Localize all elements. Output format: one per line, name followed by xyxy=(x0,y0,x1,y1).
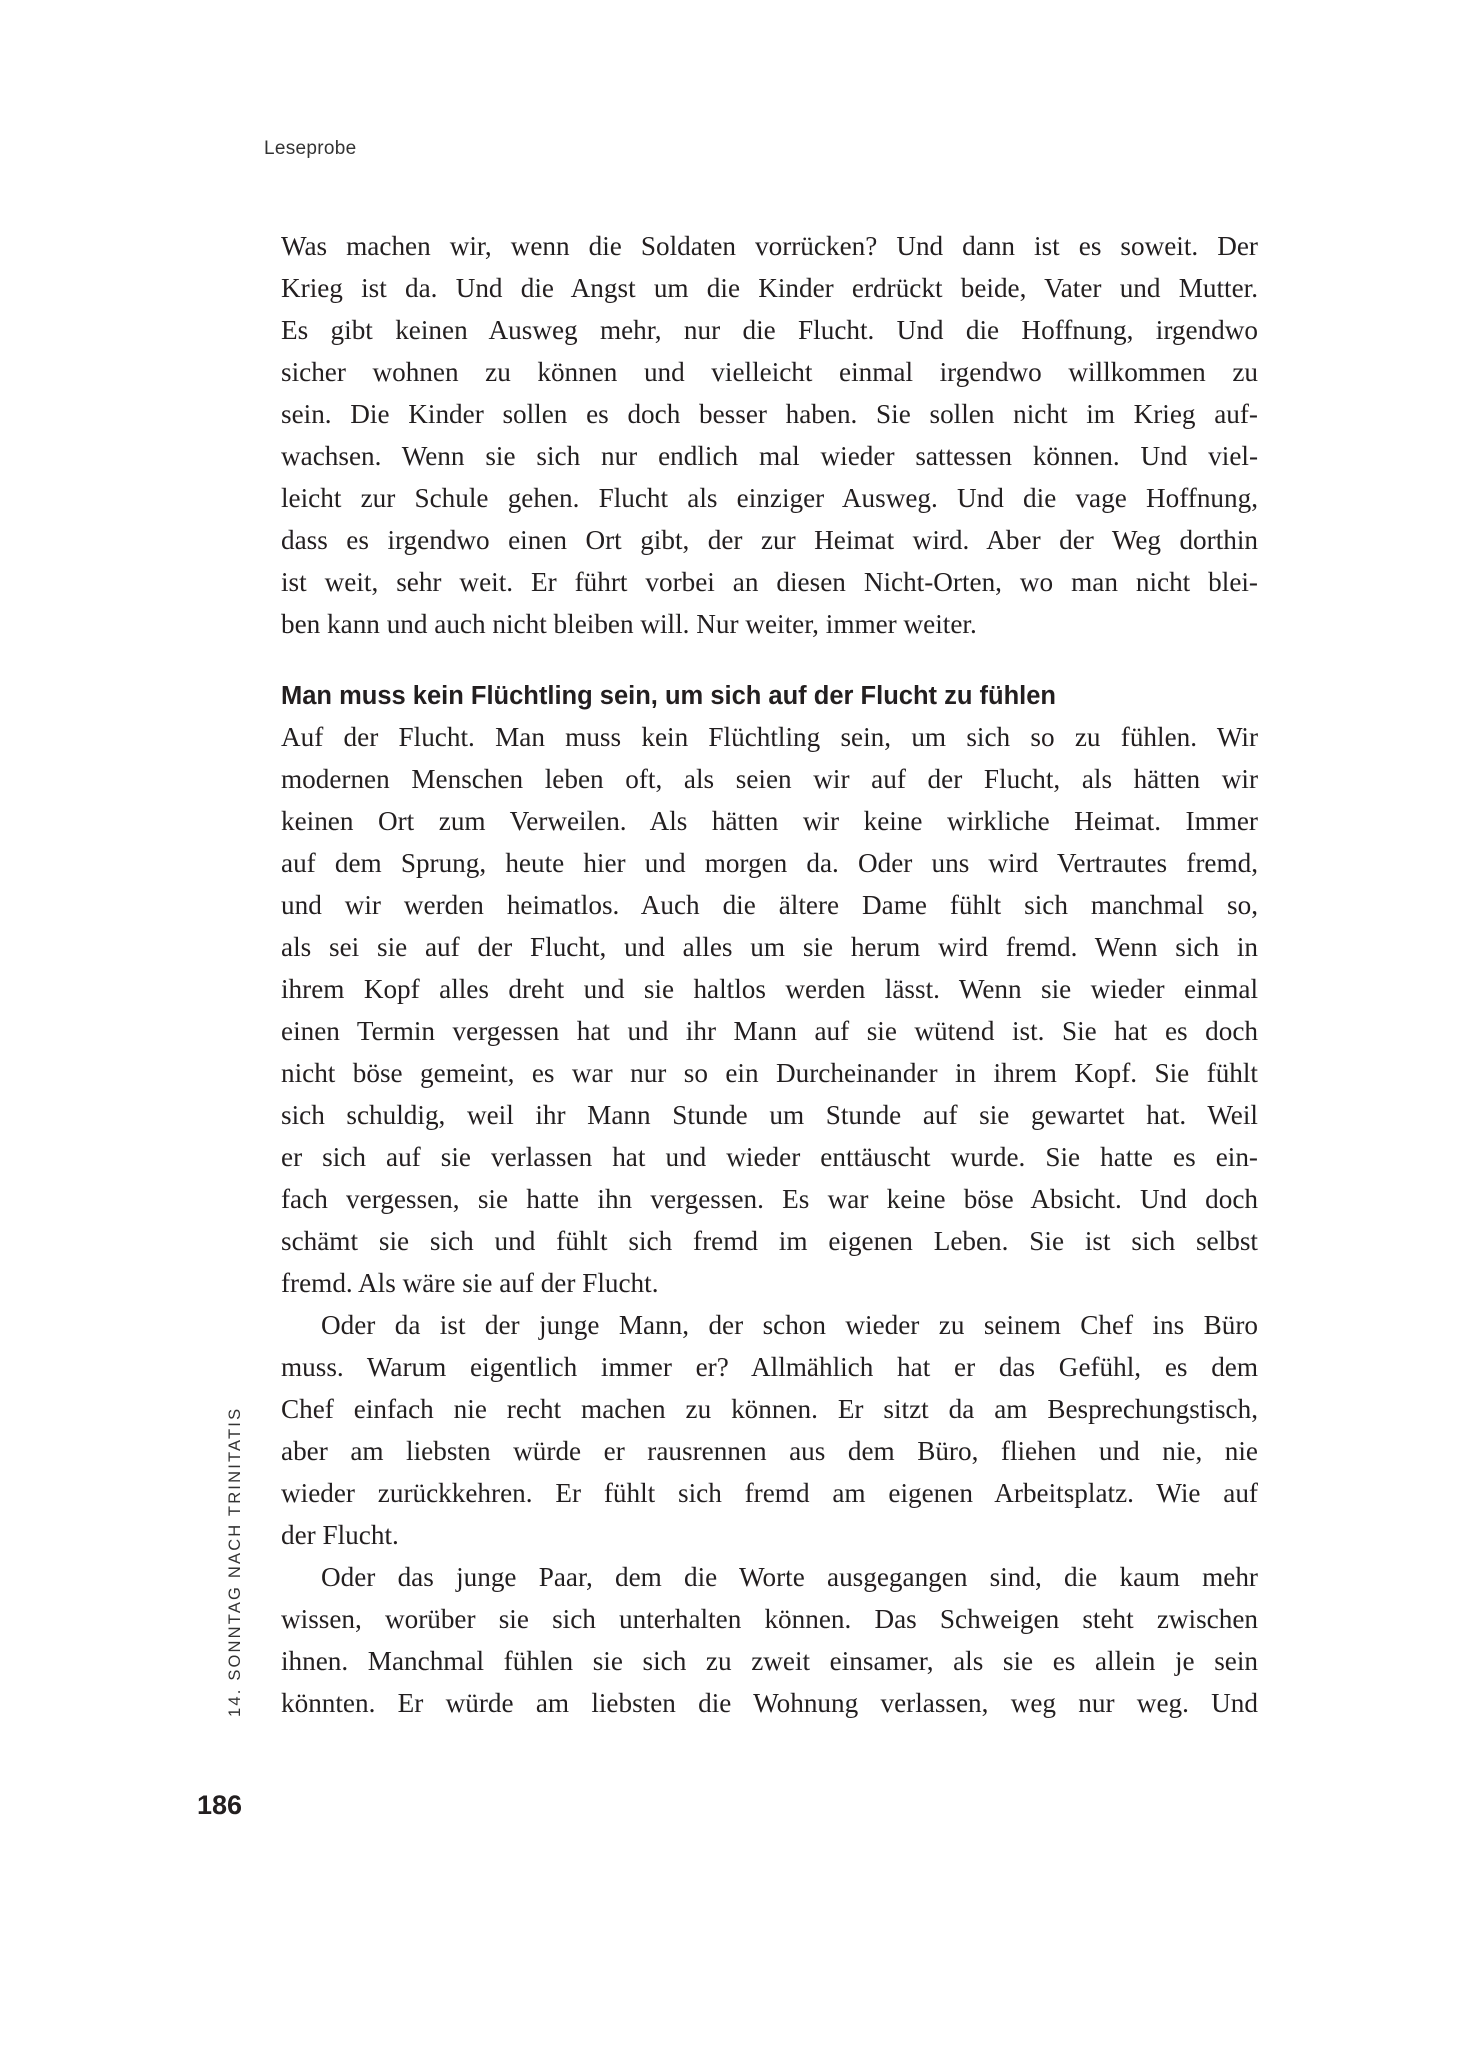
text-line: Krieg ist da. Und die Angst um die Kinder erdrückt beide, Vater und Mutter. xyxy=(281,273,1258,303)
text-line: fach vergessen, sie hatte ihn vergessen. Es war keine böse Absicht. Und doch xyxy=(281,1184,1258,1214)
text-line: nicht böse gemeint, es war nur so ein Durcheinander in ihrem Kopf. Sie fühlt xyxy=(281,1058,1258,1088)
text-line: Chef einfach nie recht machen zu können. Er sitzt da am Besprechungstisch, xyxy=(281,1394,1258,1424)
text-line: ben kann und auch nicht bleiben will. Nur weiter, immer weiter. xyxy=(281,609,977,639)
text-line: schämt sie sich und fühlt sich fremd im eigenen Leben. Sie ist sich selbst xyxy=(281,1226,1258,1256)
text-line: wissen, worüber sie sich unterhalten können. Das Schweigen steht zwischen xyxy=(281,1604,1258,1634)
text-line: ihnen. Manchmal fühlen sie sich zu zweit einsamer, als sie es allein je sein xyxy=(281,1646,1258,1676)
text-line: auf dem Sprung, heute hier und morgen da. Oder uns wird Vertrautes fremd, xyxy=(281,848,1258,878)
text-line: Es gibt keinen Ausweg mehr, nur die Flucht. Und die Hoffnung, irgendwo xyxy=(281,315,1258,345)
text-line: als sei sie auf der Flucht, und alles um sie herum wird fremd. Wenn sich in xyxy=(281,932,1258,962)
text-line: er sich auf sie verlassen hat und wieder enttäuscht wurde. Sie hatte es ein- xyxy=(281,1142,1258,1172)
text-line: Auf der Flucht. Man muss kein Flüchtling sein, um sich so zu fühlen. Wir xyxy=(281,722,1258,752)
paragraph-4 xyxy=(281,1556,1258,1724)
text-line: dass es irgendwo einen Ort gibt, der zur Heimat wird. Aber der Weg dorthin xyxy=(281,525,1258,555)
text-line: fremd. Als wäre sie auf der Flucht. xyxy=(281,1268,659,1298)
text-line: einen Termin vergessen hat und ihr Mann auf sie wütend ist. Sie hat es doch xyxy=(281,1016,1258,1046)
page-number: 186 xyxy=(197,1790,243,1820)
text-line: sein. Die Kinder sollen es doch besser haben. Sie sollen nicht im Krieg auf- xyxy=(281,399,1258,429)
text-line: wachsen. Wenn sie sich nur endlich mal wieder sattessen können. Und viel- xyxy=(281,441,1258,471)
text-line: sich schuldig, weil ihr Mann Stunde um Stunde auf sie gewartet hat. Weil xyxy=(281,1100,1258,1130)
text-line: der Flucht. xyxy=(281,1520,399,1550)
text-line: muss. Warum eigentlich immer er? Allmählich hat er das Gefühl, es dem xyxy=(281,1352,1258,1382)
text-line: aber am liebsten würde er rausrennen aus dem Büro, fliehen und nie, nie xyxy=(281,1436,1258,1466)
text-line: könnten. Er würde am liebsten die Wohnung verlassen, weg nur weg. Und xyxy=(281,1688,1258,1718)
text-line: Oder das junge Paar, dem die Worte ausgegangen sind, die kaum mehr xyxy=(321,1562,1258,1592)
text-line: modernen Menschen leben oft, als seien wir auf der Flucht, als hätten wir xyxy=(281,764,1258,794)
body-text xyxy=(281,225,1258,1724)
running-head: Leseprobe xyxy=(264,138,357,159)
paragraph-1 xyxy=(281,225,1258,645)
text-line: keinen Ort zum Verweilen. Als hätten wir keine wirkliche Heimat. Immer xyxy=(281,806,1258,836)
text-line: leicht zur Schule gehen. Flucht als einziger Ausweg. Und die vage Hoffnung, xyxy=(281,483,1258,513)
chapter-side-label: 14. SONNTAG NACH TRINITATIS xyxy=(226,1406,244,1717)
section-heading: Man muss kein Flüchtling sein, um sich auf der Flucht zu fühlen xyxy=(281,682,1056,710)
paragraph-2 xyxy=(281,716,1258,1304)
paragraph-3 xyxy=(281,1304,1258,1556)
text-line: Oder da ist der junge Mann, der schon wieder zu seinem Chef ins Büro xyxy=(321,1310,1258,1340)
text-line: ihrem Kopf alles dreht und sie haltlos werden lässt. Wenn sie wieder einmal xyxy=(281,974,1258,1004)
text-line: sicher wohnen zu können und vielleicht einmal irgendwo willkommen zu xyxy=(281,357,1258,387)
text-line: ist weit, sehr weit. Er führt vorbei an diesen Nicht-Orten, wo man nicht blei- xyxy=(281,567,1258,597)
text-line: Was machen wir, wenn die Soldaten vorrücken? Und dann ist es soweit. Der xyxy=(281,231,1258,261)
text-line: und wir werden heimatlos. Auch die ältere Dame fühlt sich manchmal so, xyxy=(281,890,1258,920)
text-line: wieder zurückkehren. Er fühlt sich fremd am eigenen Arbeitsplatz. Wie auf xyxy=(281,1478,1258,1508)
